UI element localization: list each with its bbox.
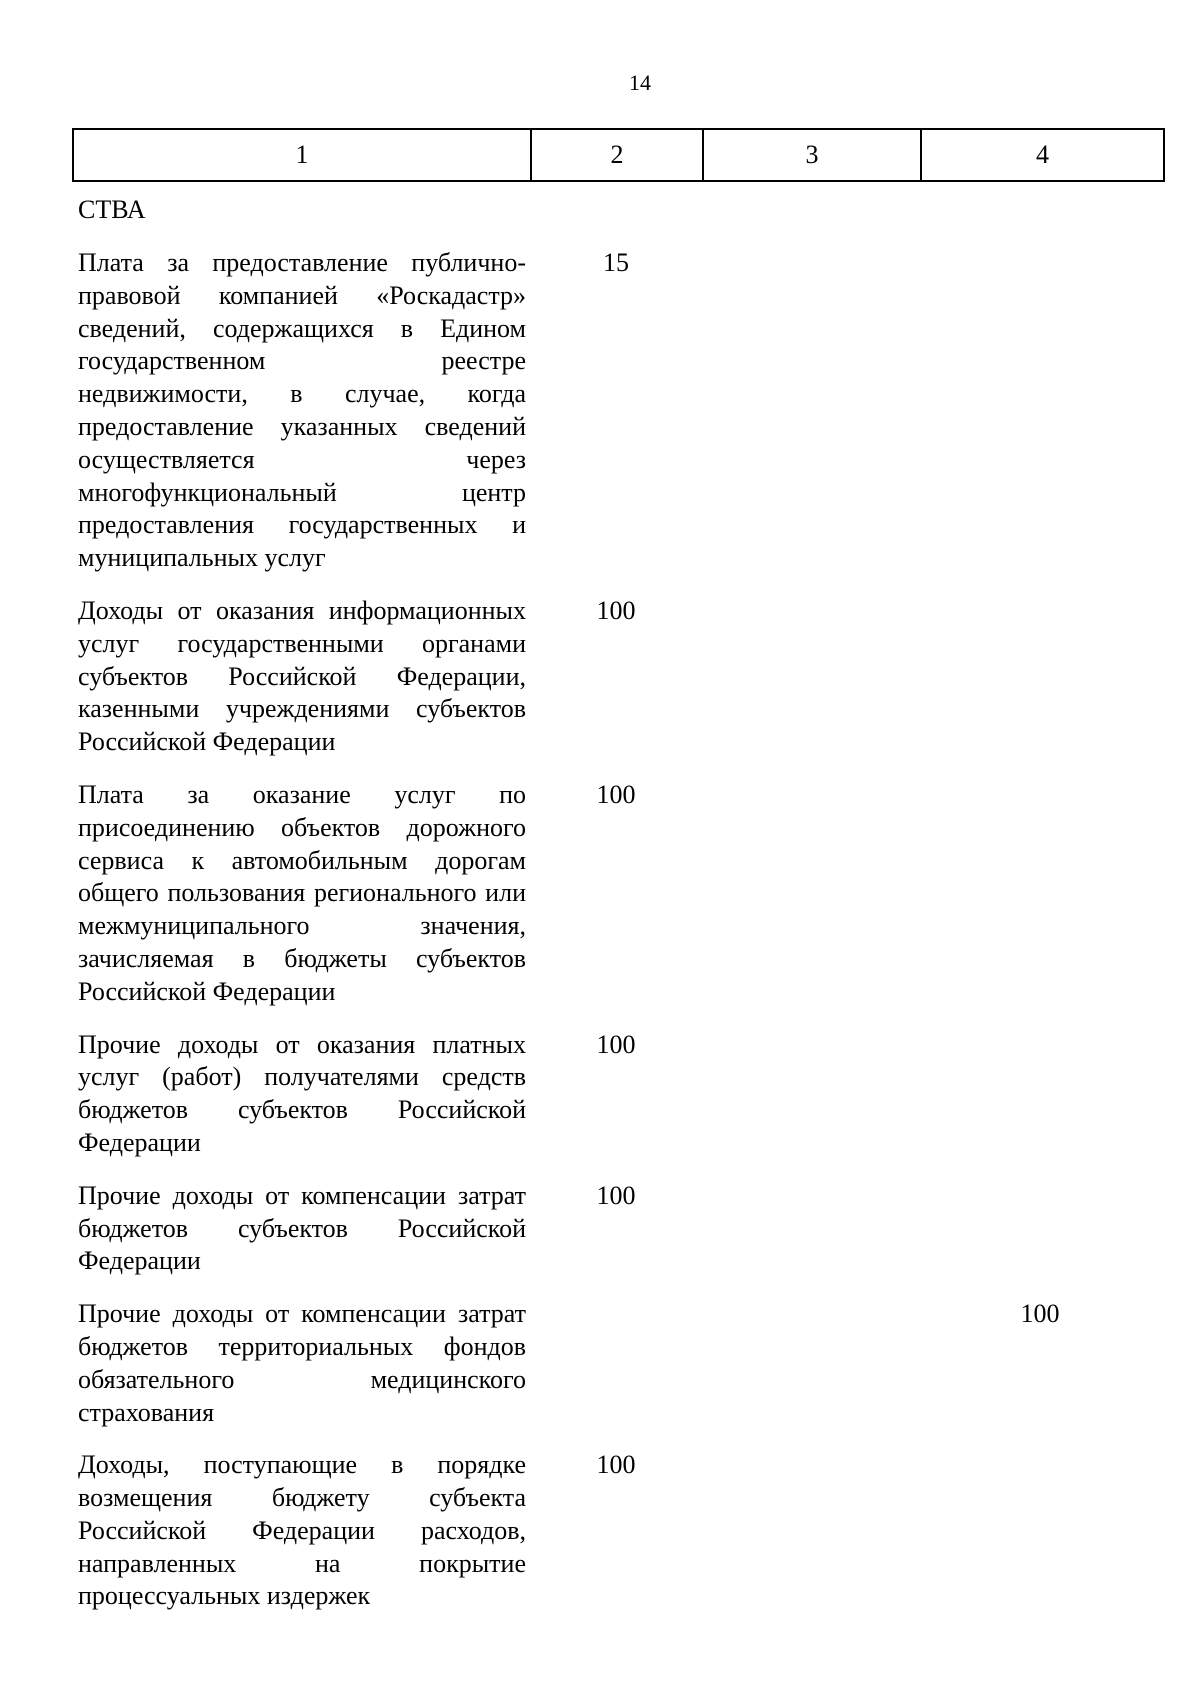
section-caption: СТВА <box>78 195 146 224</box>
row-description: Доходы, поступающие в порядке возмещения бюджету субъекта Российской Федерации расходов, направленных на покрытие процессуальных издержек <box>78 1450 526 1611</box>
row-value-col4: 100 <box>1020 1299 1060 1329</box>
column-header-2: 2 <box>531 129 703 181</box>
table-row <box>0 1180 1200 1278</box>
table-row <box>0 779 1200 1009</box>
column-header-3: 3 <box>703 129 921 181</box>
row-value-col2: 100 <box>596 595 636 625</box>
row-description: Плата за оказание услуг по присоединению объектов дорожного сервиса к автомобильным дорогам общего пользования регионального или межмуниципального значения, зачисляемая в бюджеты субъектов Российской Федерации <box>78 779 526 1006</box>
row-description: Прочие доходы от компенсации затрат бюджетов субъектов Российской Федерации <box>78 1180 526 1276</box>
row-value-col2: 100 <box>596 779 636 809</box>
row-value-col2: 100 <box>596 1450 636 1480</box>
column-header-1: 1 <box>73 129 531 181</box>
table-row <box>0 1298 1200 1429</box>
row-description: Прочие доходы от оказания платных услуг (работ) получателями средств бюджетов субъектов Российской Федерации <box>78 1029 526 1157</box>
row-value-col2: 100 <box>596 1180 636 1210</box>
table-row <box>0 247 1200 575</box>
table-row <box>0 1029 1200 1160</box>
page-number: 14 <box>629 70 651 95</box>
row-value-col2: 15 <box>603 248 629 277</box>
row-description: Прочие доходы от компенсации затрат бюджетов территориальных фондов обязательного медицинского страхования <box>78 1299 526 1427</box>
row-description: Доходы от оказания информационных услуг государственными органами субъектов Российской Федерации, казенными учреждениями субъектов Российской Федерации <box>78 595 526 757</box>
column-header-4: 4 <box>921 129 1164 181</box>
column-header-row <box>73 129 1164 181</box>
income-rows <box>0 247 1200 1633</box>
row-value-col2: 100 <box>596 1029 636 1059</box>
table-row <box>0 595 1200 759</box>
column-header-table <box>72 128 1165 182</box>
row-description: Плата за предоставление публично-правовой компанией «Роскадастр» сведений, содержащихся в Едином государственном реестре недвижимости, в случае, когда предоставление указанных сведений осуществляется через многофункциональный центр предоставления государственных и муниципальных услуг <box>78 248 526 573</box>
table-row <box>0 1449 1200 1613</box>
